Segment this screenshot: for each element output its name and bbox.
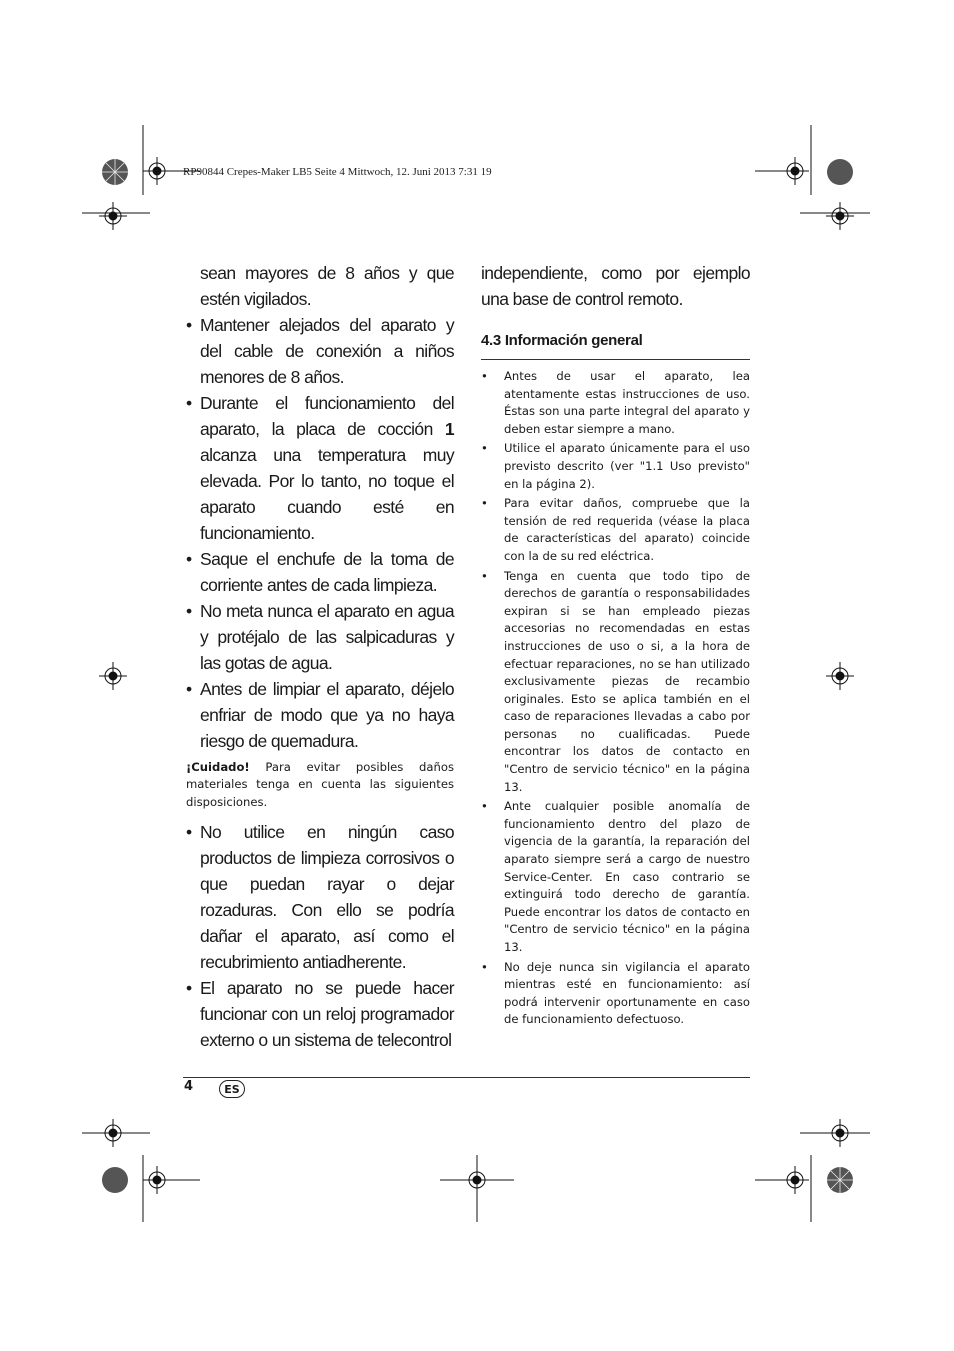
- bullet-icon: •: [186, 549, 193, 569]
- list-item: [186, 598, 454, 676]
- footer-divider: [183, 1077, 750, 1078]
- bullet-icon: •: [186, 679, 193, 699]
- bullet-icon: •: [186, 393, 193, 413]
- list-item-text: [200, 390, 454, 546]
- list-item-text: Utilice el aparato únicamente para el uso previsto descrito (ver "1.1 Uso previsto" en la página 2).: [504, 441, 750, 491]
- list-item-text: Antes de limpiar el aparato, déjelo enfriar de modo que ya no haya riesgo de quemadura.: [200, 679, 454, 751]
- list-item: [186, 676, 454, 754]
- list-item: [186, 819, 454, 975]
- part-reference-number: 1: [444, 419, 454, 439]
- list-item-text-part: Durante el funcionamiento del aparato, la placa de cocción: [200, 393, 454, 439]
- list-item-text: Antes de usar el aparato, lea atentamente estas instrucciones de uso. Éstas son una parte integral del aparato y deben estar siempre a mano.: [504, 369, 750, 436]
- list-item: [481, 495, 750, 565]
- list-item-text: Para evitar daños, compruebe que la tensión de red requerida (véase la placa de características del aparato) coincide con la de su red eléctrica.: [504, 496, 750, 563]
- list-item: [186, 546, 454, 598]
- bullet-icon: •: [186, 821, 193, 842]
- list-item: [186, 390, 454, 546]
- caution-label: ¡Cuidado!: [186, 760, 250, 774]
- caution-note: [186, 759, 454, 811]
- right-column: [481, 260, 750, 1031]
- left-column: [186, 260, 454, 1053]
- bullet-icon: •: [481, 568, 488, 583]
- bullet-icon: •: [481, 959, 488, 974]
- list-item-text: Tenga en cuenta que todo tipo de derechos de garantía o responsabilidades expiran si se han empleado piezas accesorias no recomendadas en estas instrucciones de uso o si, a la hora de efectuar reparaciones, no se han utilizado exclusivamente piezas de recambio originales. Esto se aplica también en el caso de reparaciones llevadas a cabo por personas no cualificadas. Puede encontrar los datos de contacto en "Centro de servicio técnico" en la página 13.: [504, 568, 750, 794]
- bullet-icon: •: [481, 369, 488, 383]
- list-item-text-part: alcanza una temperatura muy elevada. Por lo tanto, no toque el aparato cuando esté en funcionamiento.: [200, 445, 454, 543]
- bullet-icon: •: [481, 441, 488, 456]
- page-number: 4: [184, 1079, 194, 1094]
- list-item: [186, 312, 454, 390]
- list-item: [481, 368, 750, 438]
- continued-text: independiente, como por ejemplo una base de control remoto.: [481, 263, 750, 309]
- list-item-text: Mantener alejados del aparato y del cable de conexión a niños menores de 8 años.: [200, 315, 454, 387]
- print-header: RP90844 Crepes-Maker LB5 Seite 4 Mittwoch, 12. Juni 2013 7:31 19: [183, 166, 492, 178]
- list-item-text: No utilice en ningún caso productos de limpieza corrosivos o que puedan rayar o dejar rozaduras. Con ello se podría dañar el aparato, así como el recubrimiento antiadherente.: [200, 821, 454, 972]
- list-item-text: El aparato no se puede hacer funcionar con un reloj programador externo o un sistema de telecontrol: [200, 977, 454, 1050]
- list-item-text: No meta nunca el aparato en agua y protéjalo de las salpicaduras y las gotas de agua.: [200, 601, 454, 673]
- list-item: [481, 798, 750, 956]
- bullet-icon: •: [481, 799, 488, 814]
- list-item-text: Saque el enchufe de la toma de corriente antes de cada limpieza.: [200, 549, 454, 595]
- language-badge: ES: [219, 1080, 245, 1098]
- list-item-text: No deje nunca sin vigilancia el aparato mientras esté en funcionamiento: así podrá intervenir oportunamente en caso de funcionamiento defectuoso.: [504, 959, 750, 1027]
- list-item: [481, 568, 750, 797]
- list-item-text: Ante cualquier posible anomalía de funcionamiento dentro del plazo de vigencia de la garantía, la reparación del aparato siempre será a cargo de nuestro Service-Center. En caso contrario se extinguirá todo derecho de garantía. Puede encontrar los datos de contacto en "Centro de servicio técnico" en la página 13.: [504, 799, 750, 954]
- bullet-icon: •: [186, 601, 193, 621]
- list-item: [481, 440, 750, 493]
- list-item: [481, 959, 750, 1029]
- list-item: [186, 975, 454, 1053]
- bullet-icon: •: [186, 977, 193, 998]
- section-heading: 4.3 Información general: [481, 332, 643, 349]
- bullet-icon: •: [481, 496, 488, 511]
- bullet-icon: •: [186, 315, 193, 335]
- continued-text: sean mayores de 8 años y que estén vigilados.: [200, 263, 454, 309]
- section-divider: [481, 359, 750, 360]
- caution-text: Para evitar posibles daños materiales tenga en cuenta las siguientes disposiciones.: [186, 760, 454, 809]
